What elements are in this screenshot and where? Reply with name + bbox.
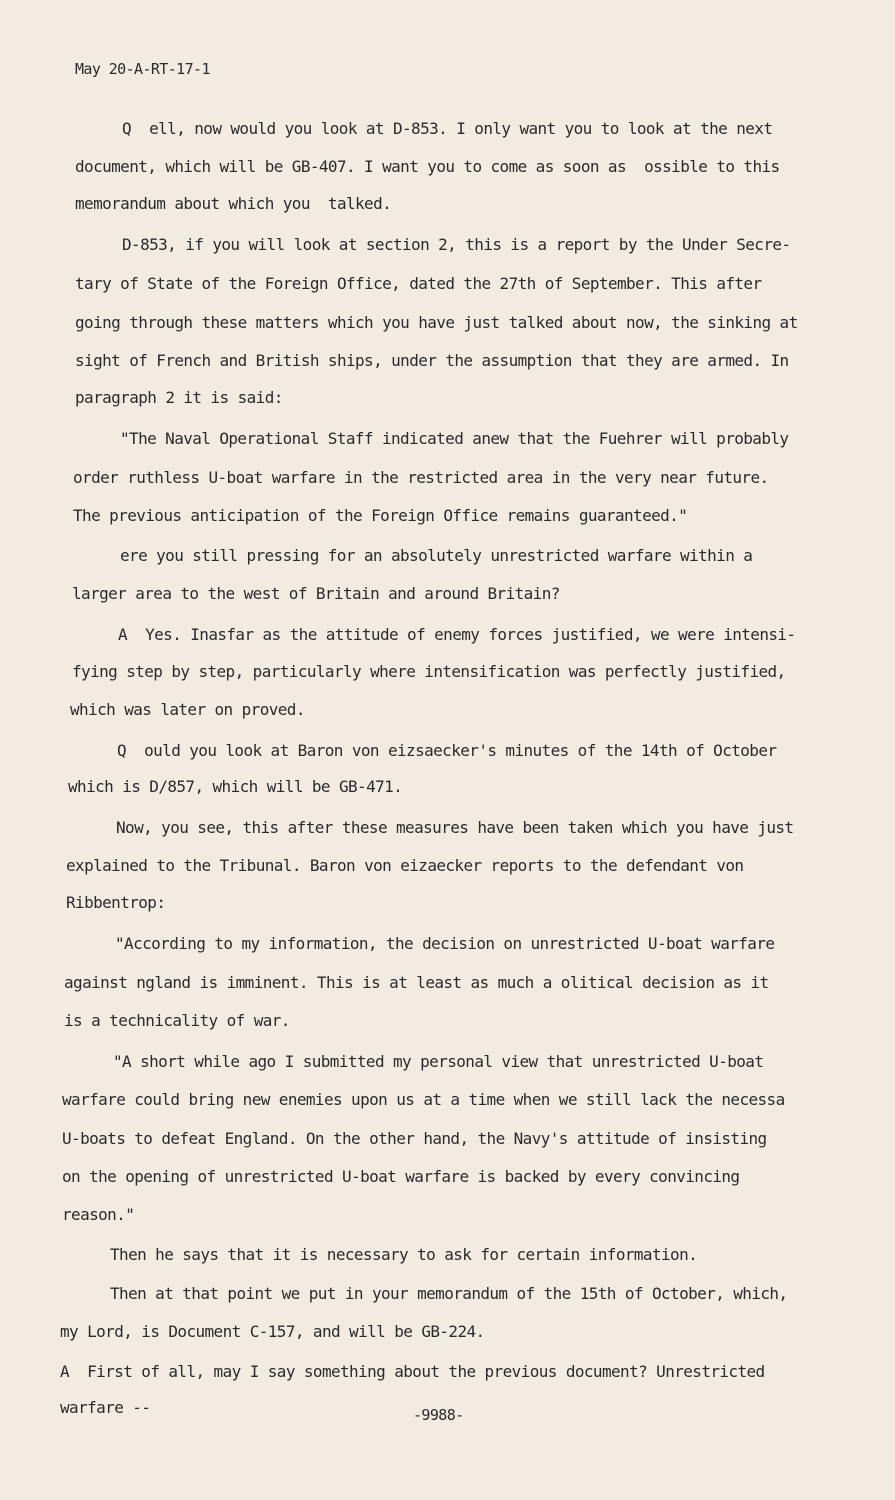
text-line: A Yes. Inasfar as the attitude of enemy forces justified, we were intensi- <box>118 625 796 644</box>
text-line: going through these matters which you have just talked about now, the sinking at <box>75 313 798 332</box>
text-line: my Lord, is Document C-157, and will be GB-224. <box>60 1322 485 1341</box>
text-line: Then he says that it is necessary to ask for certain information. <box>110 1245 698 1264</box>
text-line: tary of State of the Foreign Office, dated the 27th of September. This after <box>75 274 762 293</box>
text-line: The previous anticipation of the Foreign Office remains guaranteed." <box>73 506 688 525</box>
text-line: which was later on proved. <box>70 700 305 719</box>
text-line: U-boats to defeat England. On the other hand, the Navy's attitude of insisting <box>62 1129 767 1148</box>
text-line: which is D/857, which will be GB-471. <box>68 777 403 796</box>
text-line: Q ell, now would you look at D-853. I only want you to look at the next <box>122 119 773 138</box>
text-line: Now, you see, this after these measures have been taken which you have just <box>116 818 794 837</box>
text-line: reason." <box>62 1205 135 1224</box>
page-number: -9988- <box>413 1406 464 1424</box>
text-line: is a technicality of war. <box>64 1011 290 1030</box>
text-line: D-853, if you will look at section 2, this is a report by the Under Secre- <box>122 235 791 254</box>
text-line: paragraph 2 it is said: <box>75 388 283 407</box>
text-line: A First of all, may I say something about the previous document? Unrestricted <box>60 1362 765 1381</box>
text-line: document, which will be GB-407. I want you to come as soon as ossible to this <box>75 157 780 176</box>
text-line: against ngland is imminent. This is at least as much a olitical decision as it <box>64 973 769 992</box>
text-line: order ruthless U-boat warfare in the restricted area in the very near future. <box>73 468 769 487</box>
text-line: "A short while ago I submitted my personal view that unrestricted U-boat <box>113 1052 764 1071</box>
text-line: Ribbentrop: <box>66 893 166 912</box>
text-line: sight of French and British ships, under the assumption that they are armed. In <box>75 351 789 370</box>
text-line: Q ould you look at Baron von eizsaecker's minutes of the 14th of October <box>117 741 777 760</box>
text-line: warfare could bring new enemies upon us at a time when we still lack the necessa <box>62 1090 785 1109</box>
text-line: ere you still pressing for an absolutely unrestricted warfare within a <box>120 546 753 565</box>
text-line: warfare -- <box>60 1398 151 1417</box>
text-line: memorandum about which you talked. <box>75 194 392 213</box>
text-line: fying step by step, particularly where intensification was perfectly justified, <box>72 662 786 681</box>
text-line: "According to my information, the decision on unrestricted U-boat warfare <box>115 934 775 953</box>
document-header: May 20-A-RT-17-1 <box>75 60 210 78</box>
text-line: "The Naval Operational Staff indicated anew that the Fuehrer will probably <box>120 429 789 448</box>
text-line: explained to the Tribunal. Baron von eizaecker reports to the defendant von <box>66 856 744 875</box>
text-line: larger area to the west of Britain and around Britain? <box>72 584 560 603</box>
text-line: Then at that point we put in your memorandum of the 15th of October, which, <box>110 1284 788 1303</box>
text-line: on the opening of unrestricted U-boat warfare is backed by every convincing <box>62 1167 740 1186</box>
